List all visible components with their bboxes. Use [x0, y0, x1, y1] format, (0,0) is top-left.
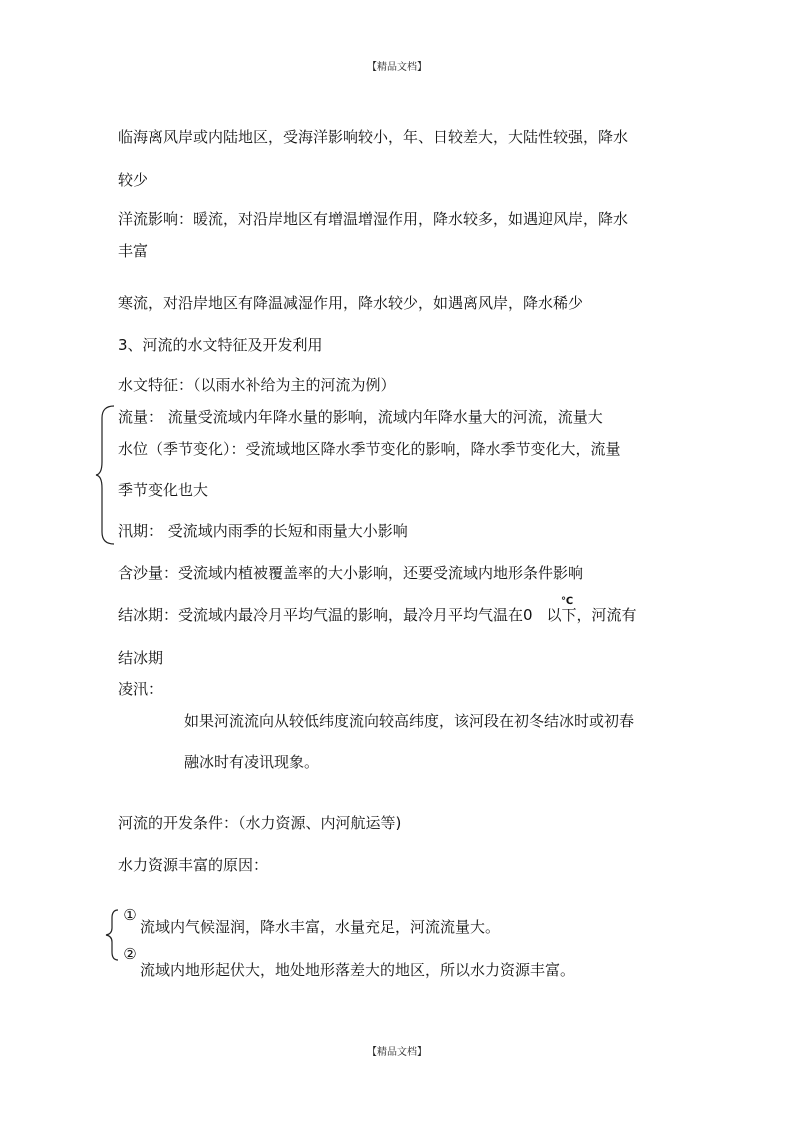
- text-line-5: 寒流，对沿岸地区有降温减湿作用，降水较少，如遇离风岸，降水稀少: [118, 294, 584, 312]
- text-line-18: 河流的开发条件：（水力资源、内河航运等): [118, 814, 402, 832]
- left-brace-1: [94, 404, 118, 546]
- text-line-20: 流域内气候湿润，降水丰富，水量充足，河流流量大。: [140, 918, 501, 936]
- text-line-8: 流量： 流量受流域内年降水量的影响，流域内年降水量大的河流，流量大: [118, 408, 603, 426]
- text-line-10: 季节变化也大: [118, 481, 209, 499]
- page-footer: 【精品文档】: [367, 1047, 427, 1058]
- section-heading: 3、河流的水文特征及开发利用: [118, 336, 323, 354]
- text-line-13-end: 以下，河流有: [546, 606, 637, 624]
- circled-number-2: ②: [123, 945, 137, 963]
- text-line-13: [118, 605, 637, 625]
- left-brace-2: [104, 908, 120, 962]
- text-line-4: 丰富: [118, 242, 149, 260]
- text-line-1: 临海离风岸或内陆地区，受海洋影响较小，年、日较差大，大陆性较强，降水: [118, 128, 629, 146]
- page-header: 【精品文档】: [367, 62, 427, 73]
- text-line-13-start: 结冰期：受流域内最冷月平均气温的影响，最冷月平均气温在0: [118, 606, 533, 624]
- text-line-12: 含沙量：受流域内植被覆盖率的大小影响，还要受流域内地形条件影响: [118, 564, 584, 582]
- text-line-14: 结冰期: [118, 649, 164, 667]
- text-line-15: 凌汛：: [118, 680, 164, 698]
- text-line-17: 融冰时有凌讯现象。: [184, 753, 320, 771]
- degree-celsius-symbol: ℃: [561, 596, 574, 607]
- text-line-21: 流域内地形起伏大，地处地形落差大的地区，所以水力资源丰富。: [140, 961, 576, 979]
- text-line-3: 洋流影响：暖流，对沿岸地区有增温增湿作用，降水较多，如遇迎风岸，降水: [118, 210, 629, 228]
- text-line-7: 水文特征：（以雨水补给为主的河流为例）: [118, 376, 396, 394]
- text-line-9: 水位（季节变化）：受流域地区降水季节变化的影响，降水季节变化大，流量: [118, 440, 621, 458]
- text-line-2: 较少: [118, 171, 149, 189]
- text-line-19: 水力资源丰富的原因：: [118, 856, 269, 874]
- circled-number-1: ①: [123, 906, 137, 924]
- text-line-16: 如果河流流向从较低纬度流向较高纬度，该河段在初冬结冰时或初春: [184, 712, 635, 730]
- text-line-11: 汛期： 受流域内雨季的长短和雨量大小影响: [118, 522, 408, 540]
